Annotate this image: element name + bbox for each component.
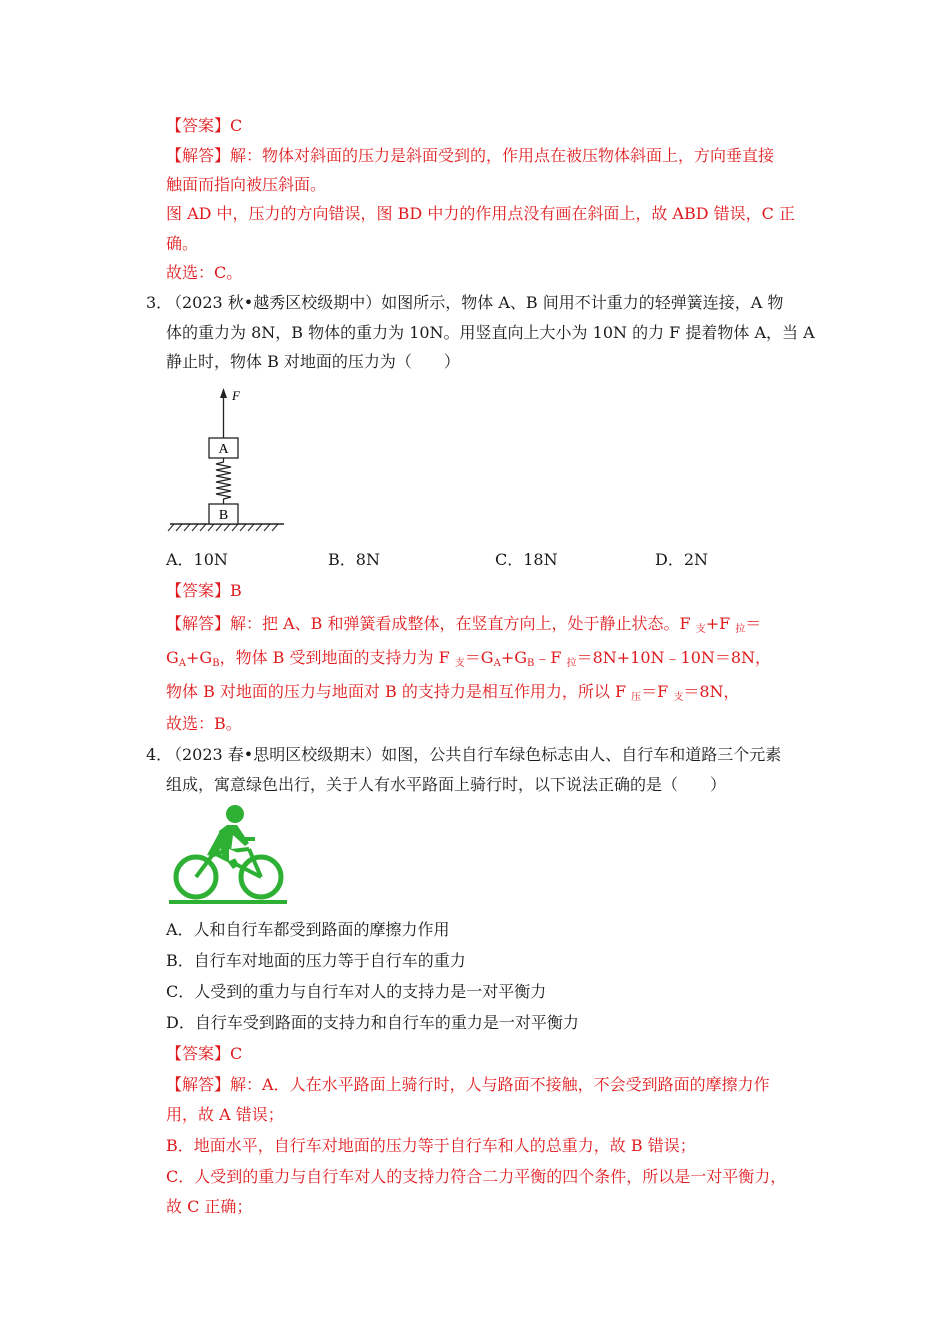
q3-spring-figure — [166, 385, 291, 535]
q3-number: 3． — [146, 293, 173, 312]
spring — [216, 458, 231, 504]
analysis-label: 【解答】 — [166, 614, 231, 633]
q4-stem-line: 组成，寓意绿色出行，关于人有水平路面上骑行时，以下说法正确的是（ ） — [166, 775, 727, 794]
q2-answer — [166, 115, 242, 137]
q4-option-b[interactable]: B．自行车对地面的压力等于自行车的重力 — [166, 951, 466, 970]
q2-analysis-line: 【解答】解：物体对斜面的压力是斜面受到的，作用点在被压物体斜面上，方向垂直接 — [166, 146, 775, 165]
analysis-label: 【解答】 — [166, 1075, 231, 1094]
q4-stem-line: （2023 春•思明区校级期末）如图，公共自行车绿色标志由人、自行车和道路三个元素 — [166, 745, 782, 764]
block-a-label: A — [218, 442, 229, 457]
arrow-head-icon — [220, 388, 227, 398]
q3-option-a[interactable]: A．10N — [166, 550, 228, 569]
q4-analysis-line: 用，故 A 错误； — [166, 1105, 284, 1124]
analysis-formula-1: 解：把 A、B 和弹簧看成整体，在竖直方向上，处于静止状态。F $_支$+F $_拉$＝ — [230, 614, 762, 635]
answer-label: 【答案】 — [166, 116, 231, 135]
q4-analysis-line: 故 C 正确； — [166, 1197, 253, 1216]
q4-option-c[interactable]: C．人受到的重力与自行车对人的支持力是一对平衡力 — [166, 982, 547, 1001]
q4-number: 4． — [146, 745, 173, 764]
q3-option-c[interactable]: C．18N — [495, 550, 558, 569]
q4-analysis-line: 【解答】解：A．人在水平路面上骑行时，人与路面不接触，不会受到路面的摩擦力作 — [166, 1075, 770, 1094]
q3-stem-line: 静止时，物体 B 对地面的压力为（ ） — [166, 352, 460, 371]
answer-label: 【答案】 — [166, 1044, 231, 1063]
q3-analysis-line — [166, 613, 761, 635]
q4-option-a[interactable]: A．人和自行车都受到路面的摩擦力作用 — [166, 920, 450, 939]
q3-stem-line: （2023 秋•越秀区校级期中）如图所示，物体 A、B 间用不计重力的轻弹簧连接，A 物 — [166, 293, 784, 312]
q2-analysis-line: 触面而指向被压斜面。 — [166, 175, 327, 194]
q3-option-b[interactable]: B．8N — [328, 550, 380, 569]
force-label: F — [232, 388, 240, 403]
answer-label: 【答案】 — [166, 581, 231, 600]
q3-conclusion: 故选：B。 — [166, 714, 242, 733]
q3-stem-line: 体的重力为 8N，B 物体的重力为 10N。用竖直向上大小为 10N 的力 F 提着物体 A，当 A — [166, 323, 815, 342]
q4-answer — [166, 1043, 242, 1065]
q4-analysis-line: C．人受到的重力与自行车对人的支持力符合二力平衡的四个条件，所以是一对平衡力， — [166, 1167, 787, 1186]
answer-value: C — [230, 1044, 243, 1063]
q2-conclusion: 故选：C。 — [166, 263, 243, 282]
answer-value: C — [230, 116, 243, 135]
block-b-label: B — [218, 508, 229, 523]
q2-analysis-line: 图 AD 中，压力的方向错误，图 BD 中力的作用点没有画在斜面上，故 ABD 错误，C 正 — [166, 204, 795, 223]
cyclist-logo-icon — [169, 803, 287, 905]
q3-analysis-line: $G_A+G_B$，物体 B 受到地面的支持力为 F $_支=G_A+G_B﹣F$ $_拉$＝8N+10N﹣10N＝8N， — [166, 648, 772, 669]
q4-option-d[interactable]: D．自行车受到路面的支持力和自行车的重力是一对平衡力 — [166, 1013, 579, 1032]
q2-analysis-line: 确。 — [166, 234, 199, 253]
q3-option-d[interactable]: D．2N — [655, 550, 709, 569]
q3-answer — [166, 580, 242, 602]
q4-analysis-line: B．地面水平，自行车对地面的压力等于自行车和人的总重力，故 B 错误； — [166, 1136, 696, 1155]
q3-analysis-line: 物体 B 对地面的压力与地面对 B 的支持力是相互作用力，所以 F $_压$＝F $_支$＝8N， — [166, 682, 740, 703]
answer-value: B — [230, 581, 242, 600]
analysis-label: 【解答】 — [166, 146, 231, 165]
